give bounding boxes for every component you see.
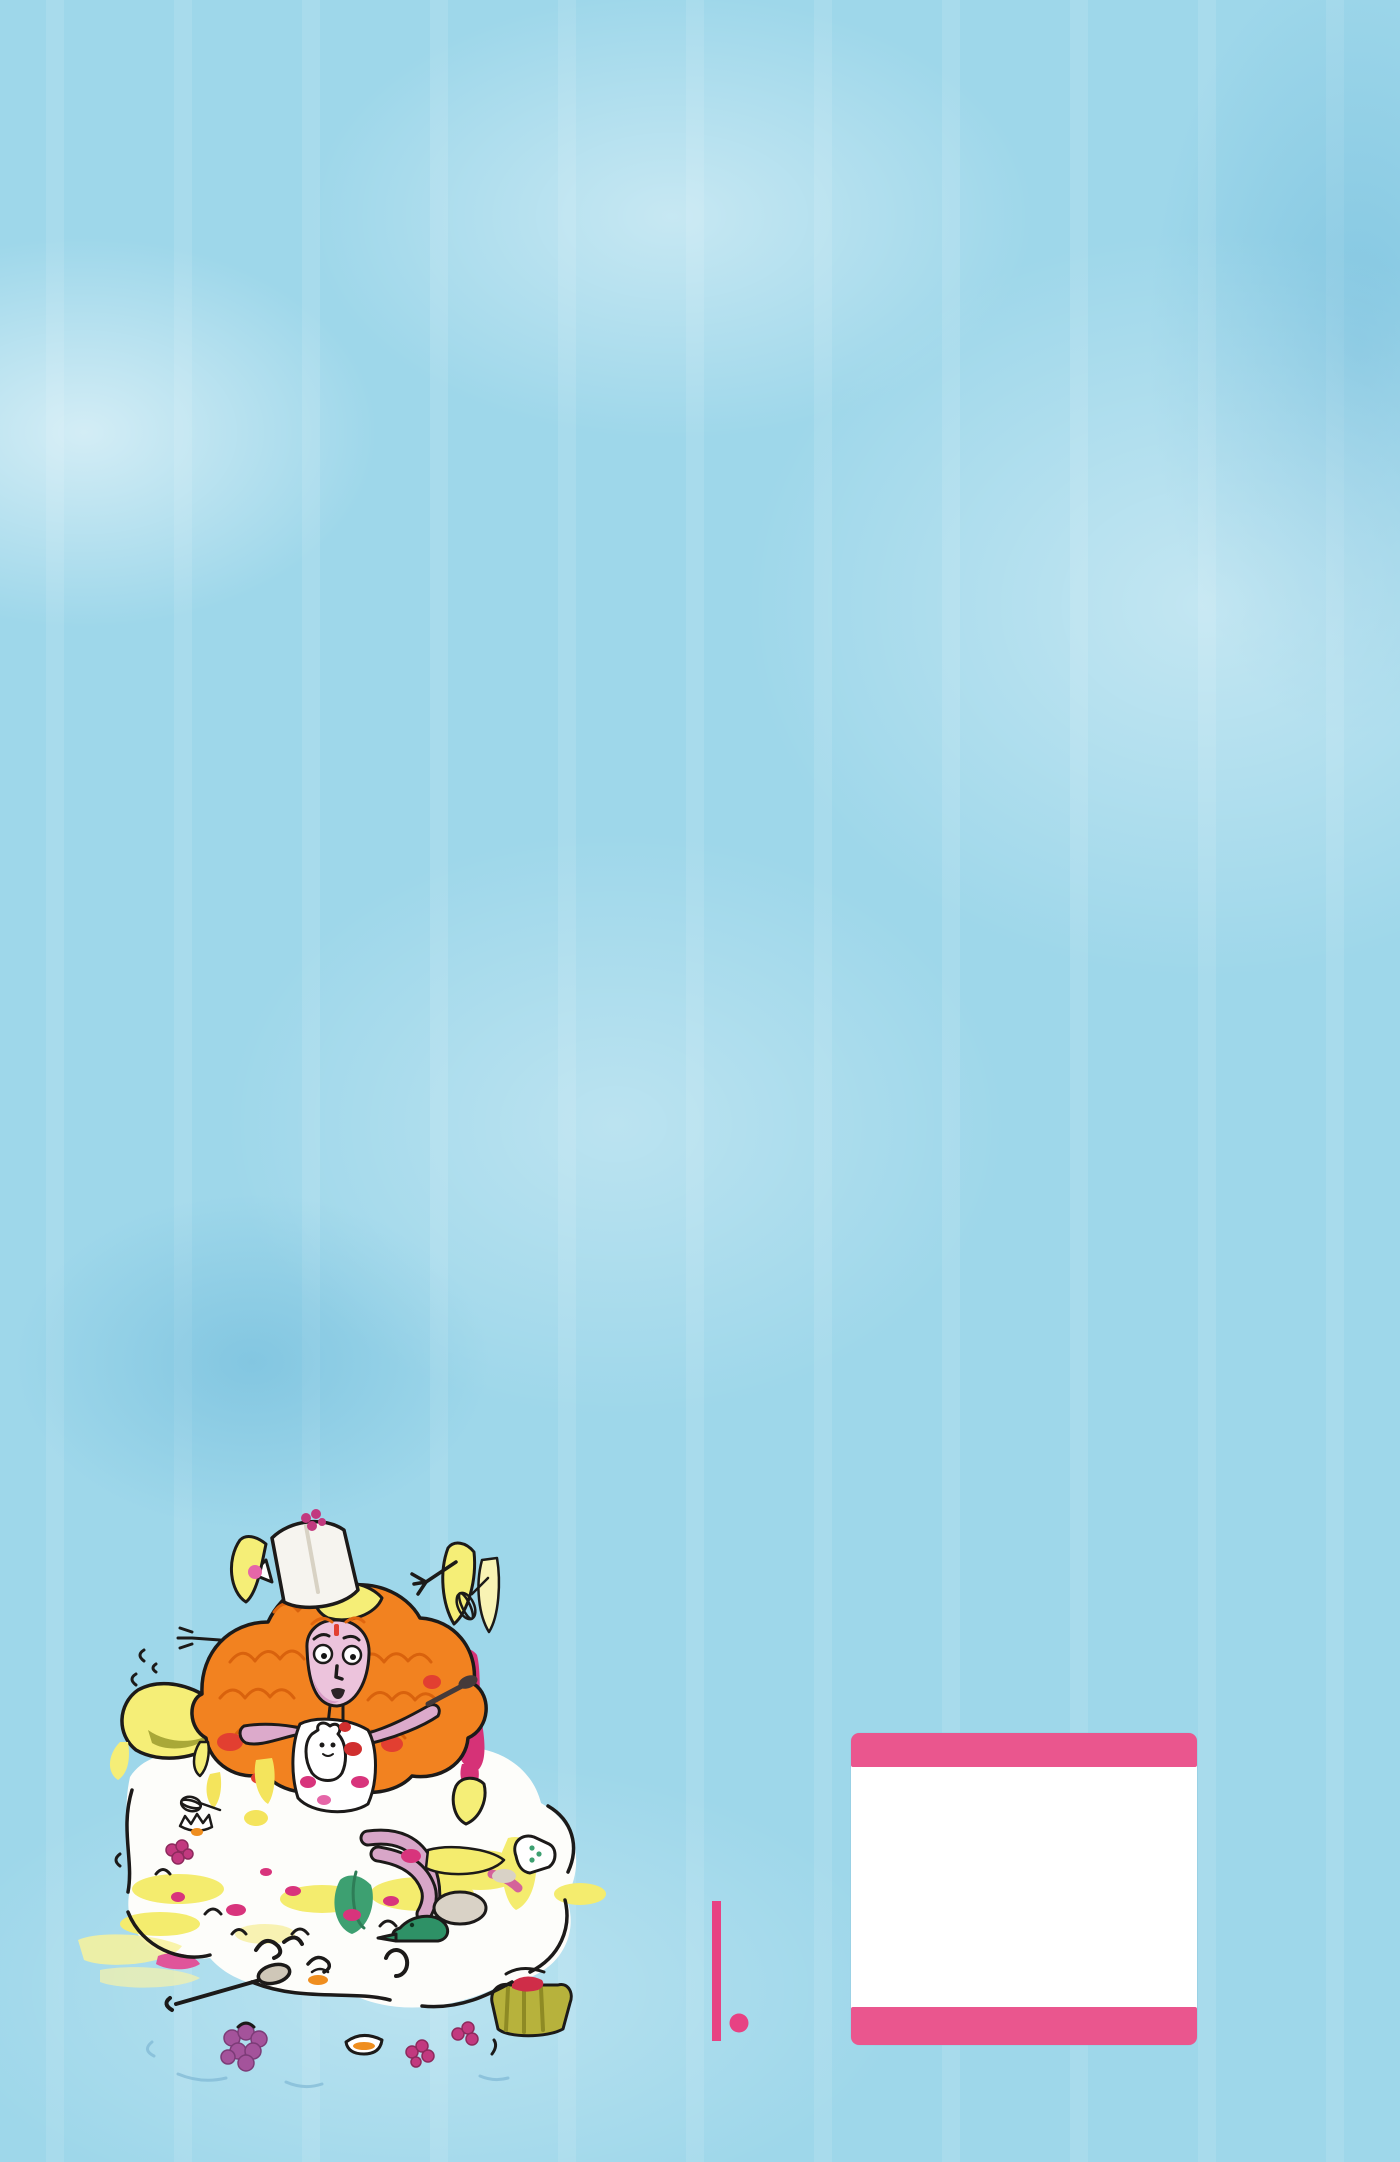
- publisher-logo-ls: [690, 1895, 820, 2055]
- girl-baking-mess-illustration: [60, 1442, 640, 2092]
- ean13-barcode: [865, 1779, 1183, 1991]
- logo-letter-l: [712, 1901, 721, 2041]
- nur-label: [851, 1733, 1197, 1767]
- barcode-body: [851, 1767, 1197, 2007]
- logo-dot: [730, 2014, 749, 2033]
- publisher-website: [851, 2007, 1197, 2045]
- barcode-block: [851, 1733, 1197, 2045]
